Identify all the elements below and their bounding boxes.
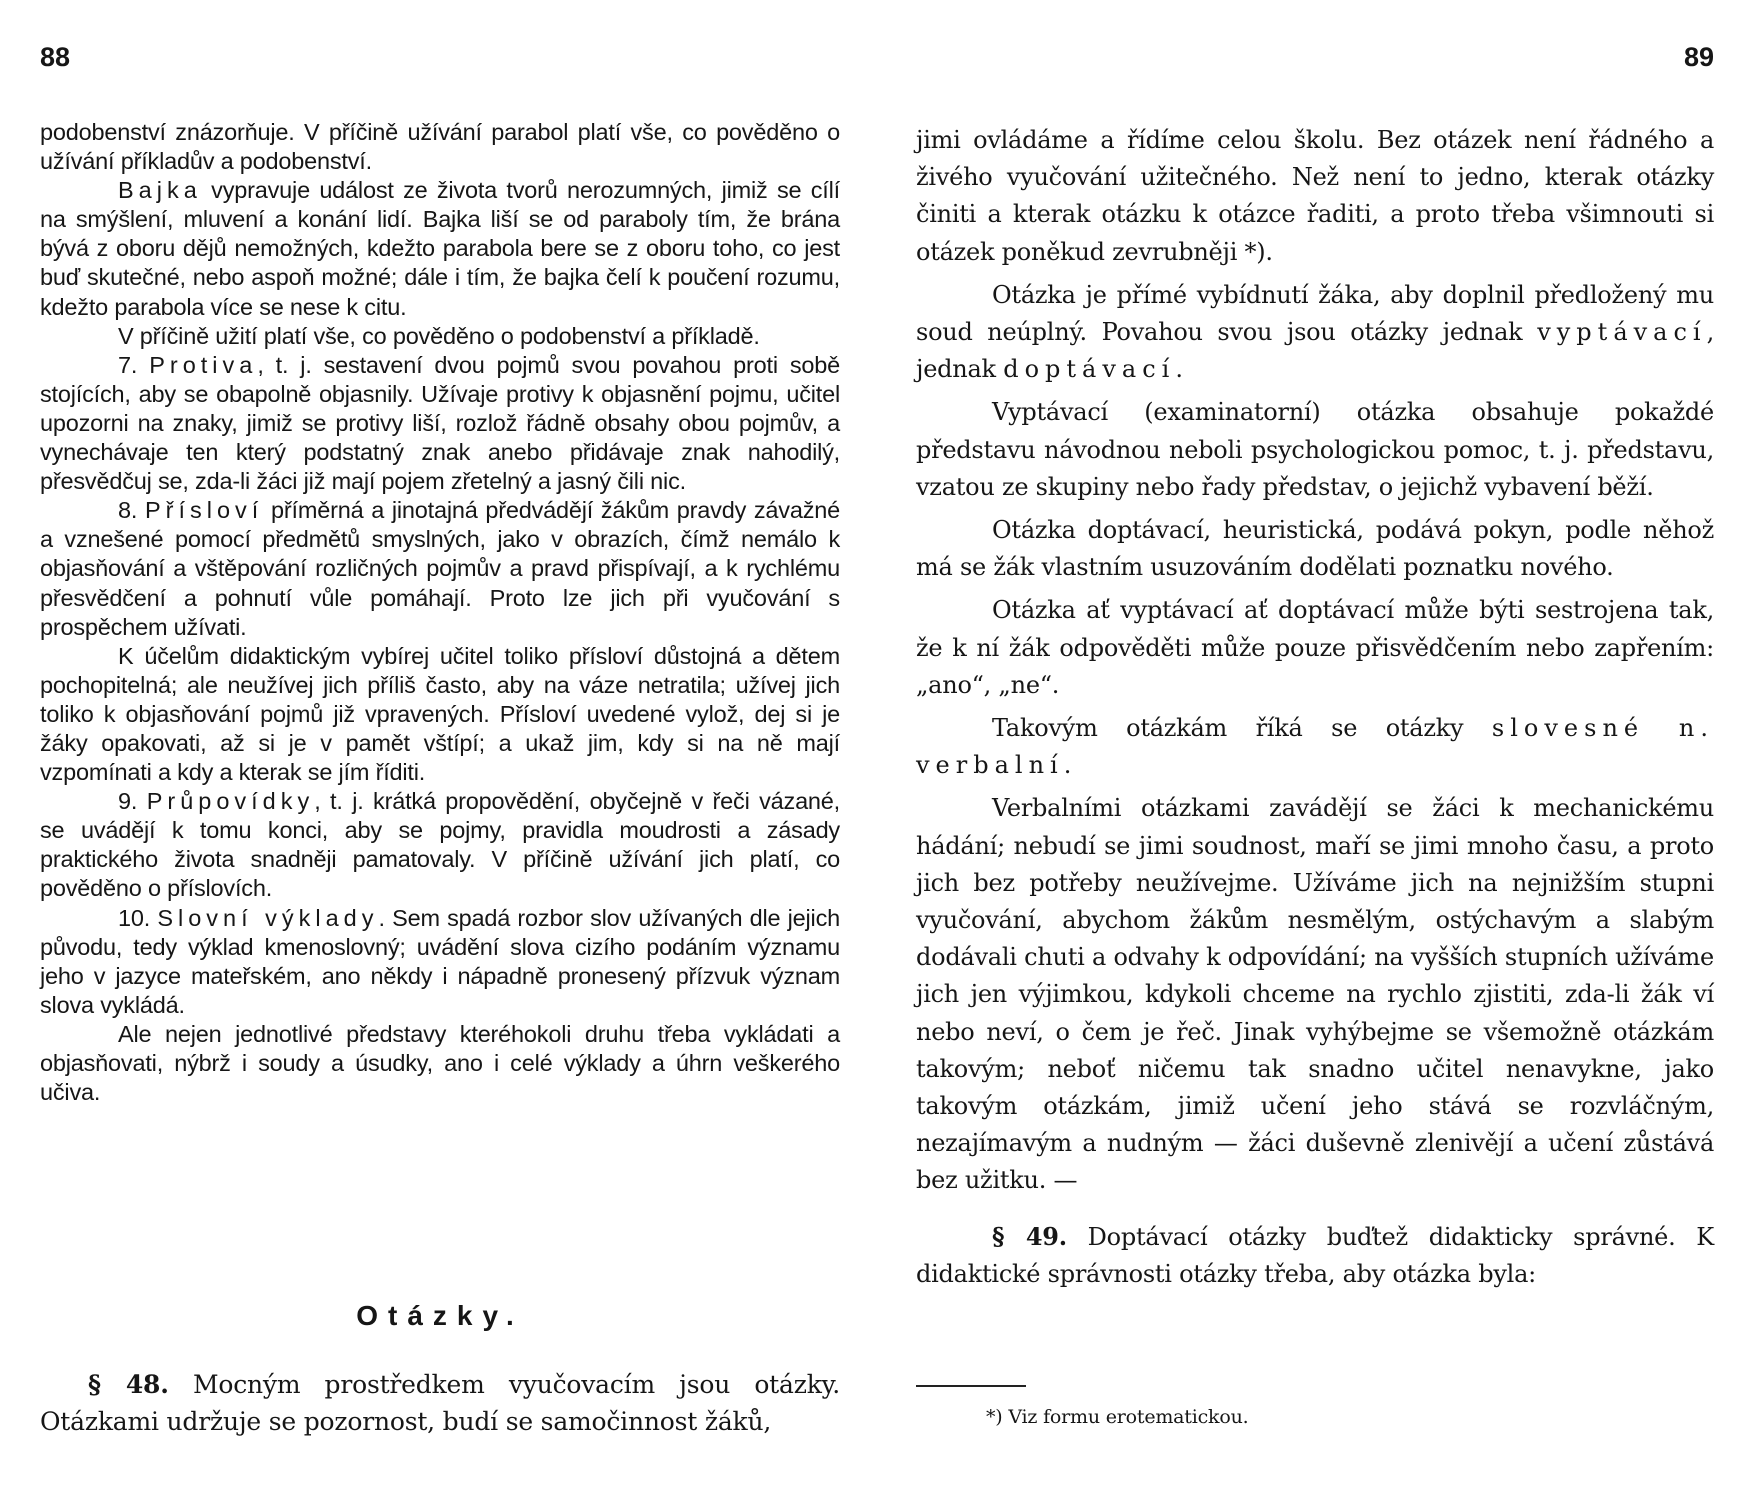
spaced-term: Bajka — [118, 177, 202, 204]
spaced-term: Průpovídky — [146, 788, 315, 815]
page-number: 88 — [40, 42, 71, 72]
right-page — [876, 0, 1752, 1500]
spaced-term: Protiva — [149, 351, 258, 378]
paragraph-prupovidky: 9. Průpovídky, t. j. krátká propovědění, obyčejně v řeči vázané, se uvádějí k tomu konci, aby se pojmy, pravidla moudrosti a zásady praktického života snadněji pamatovaly. V příčině užívání jich platí, co pověděno o příslovích. — [40, 788, 841, 902]
footnote-rule — [916, 1385, 1026, 1387]
section-label: § 48. — [88, 1370, 169, 1399]
paragraph: Otázka je přímé vybídnutí žáka, aby doplnil předložený mu soud neúplný. Povahou svou jsou otázky jednak vyptávací, jednak doptávací. — [916, 280, 1714, 384]
spaced-term: vyptávací — [1537, 318, 1707, 347]
page-number: 89 — [1683, 42, 1714, 72]
paragraph: Vyptávací (examinatorní) otázka obsahuje pokaždé představu návodnou neboli psychologickou pomoc, t. j. představu, vzatou ze skupiny nebo řady představ, o jejichž vybavení běží. — [916, 398, 1714, 501]
paragraph-bajka: Bajka vypravuje událost ze života tvorů nerozumných, jimiž se cílí na smýšlení, mluvení a konání lidí. Bajka liší se od paraboly tím, že brána bývá z oboru dějů nemožných, kdežto parabola bere se z oboru toho, co jest buď skutečné, nebo aspoň možné; dále i tím, že bajka čelí k poučení rozumu, kdežto parabola více se nese k citu. — [40, 177, 840, 320]
right-body — [916, 122, 1714, 1299]
paragraph: § 48. Mocným prostředkem vyučovacím jsou otázky. Otázkami udržuje se pozornost, budí se samočinnost žáků, — [40, 1370, 841, 1436]
section-label: § 49. — [992, 1221, 1067, 1251]
paragraph: K účelům didaktickým vybírej učitel toliko přísloví důstojná a dětem pochopitelná; ale neužívej jich příliš často, aby na váze netratila; užívej jich toliko k objasňování pojmů již vpravených. Přísloví uvedené vylož, dej si je žáky opakovati, až si je v pamět vštípí; a ukaž jim, kdy si na ně mají vzpomínati a kdy a kterak se jím říditi. — [40, 642, 840, 786]
paragraph: Otázka ať vyptávací ať doptávací může býti sestrojena tak, že k ní žák odpověděti může pouze přisvědčením nebo zapřením: „ano“, „ne“. — [916, 596, 1714, 699]
paragraph-slovni-vyklady: 10. Slovní výklady. Sem spadá rozbor slov užívaných dle jejich původu, tedy výklad kmenoslovný; uvádění slova cizího podáním významu jeho v jazyce mateřském, ano někdy i nápadně pronesený přízvuk význam slova vykládá. — [40, 904, 840, 1018]
section-49: § 49. Doptávací otázky buďtež didakticky správné. K didaktické správnosti otázky třeba, aby otázka byla: — [916, 1221, 1714, 1288]
spaced-term: Přísloví — [144, 497, 264, 524]
section-48 — [40, 1366, 840, 1440]
spaced-term: doptávací — [1003, 355, 1176, 384]
paragraph: jimi ovládáme a řídíme celou školu. Bez otázek není řádného a živého vyučování užitečného. Než není to jedno, kterak otázky činiti a kterak otázku k otázce řaditi, a proto třeba všimnouti si otázek poněkud zevrubněji *). — [916, 126, 1714, 266]
paragraph: Takovým otázkám říká se otázky slovesné n. verbalní. — [916, 714, 1714, 780]
paragraph-prislovi: 8. Přísloví příměrná a jinotajná předvádějí žákům pravdy závažné a vznešené pomocí předmětů smyslných, jako v obrazích, čímž nemálo k objasňování a vštěpování rozličných pojmův a pravd přispívají, a k rychlému přesvědčení a pohnutí vůle pomáhají. Proto lze jich při vyučování s prospěchem užívati. — [40, 497, 840, 640]
paragraph: Otázka doptávací, heuristická, podává pokyn, podle něhož má se žák vlastním usuzováním dodělati poznatku nového. — [916, 516, 1714, 582]
footnote: *) Viz formu erotematickou. — [986, 1406, 1249, 1428]
paragraph: podobenství znázorňuje. V příčině užívání parabol platí vše, co pověděno o užívání příkladův a podobenství. — [40, 119, 840, 175]
spaced-term: Slovní výklady — [157, 904, 379, 931]
section-heading: Otázky. — [356, 1300, 524, 1331]
paragraph: V příčině užití platí vše, co pověděno o podobenství a příkladě. — [118, 322, 760, 349]
left-body — [40, 118, 840, 1107]
paragraph-protiva: 7. Protiva, t. j. sestavení dvou pojmů svou povahou proti sobě stojících, aby se obapolně objasnily. Užívaje protivy k objasnění pojmu, učitel upozorni na znaky, jimiž se protivy liší, rozlož řádně obsahy obou pojmův, a vynechávaje ten který podstatný znak anebo přidávaje znak nahodilý, přesvědčuj se, zda-li žáci již mají pojem zřetelný a jasný čili nic. — [40, 351, 840, 495]
paragraph: Verbalními otázkami zavádějí se žáci k mechanickému hádání; nebudí se jimi soudnost, maří se jimi mnoho času, a proto jich bez potřeby neužívejme. Užíváme jich na nejnižším stupni vyučování, abychom žákům nesmělým, ostýchavým a slabým dodávali chuti a odvahy k odpovídání; na vyšších stupních užíváme jich jen výjimkou, kdykoli chceme na rychlo zjistiti, zda-li žák ví nebo neví, o čem je řeč. Jinak vyhýbejme se všemožně otázkám takovým; neboť ničemu tak snadno učitel nenavykne, jako takovým otázkám, jimiž učení jeho stává se rozvláčným, nezajímavým a nudným — žáci duševně zlenivějí a učení zůstává bez užitku. — — [916, 794, 1714, 1195]
paragraph: Ale nejen jednotlivé představy kteréhokoli druhu třeba vykládati a objasňovati, nýbrž i soudy a úsudky, ano i celé výklady a úhrn veškerého učiva. — [40, 1020, 840, 1106]
spaced-term: slovesné n. verbalní — [916, 714, 1714, 780]
